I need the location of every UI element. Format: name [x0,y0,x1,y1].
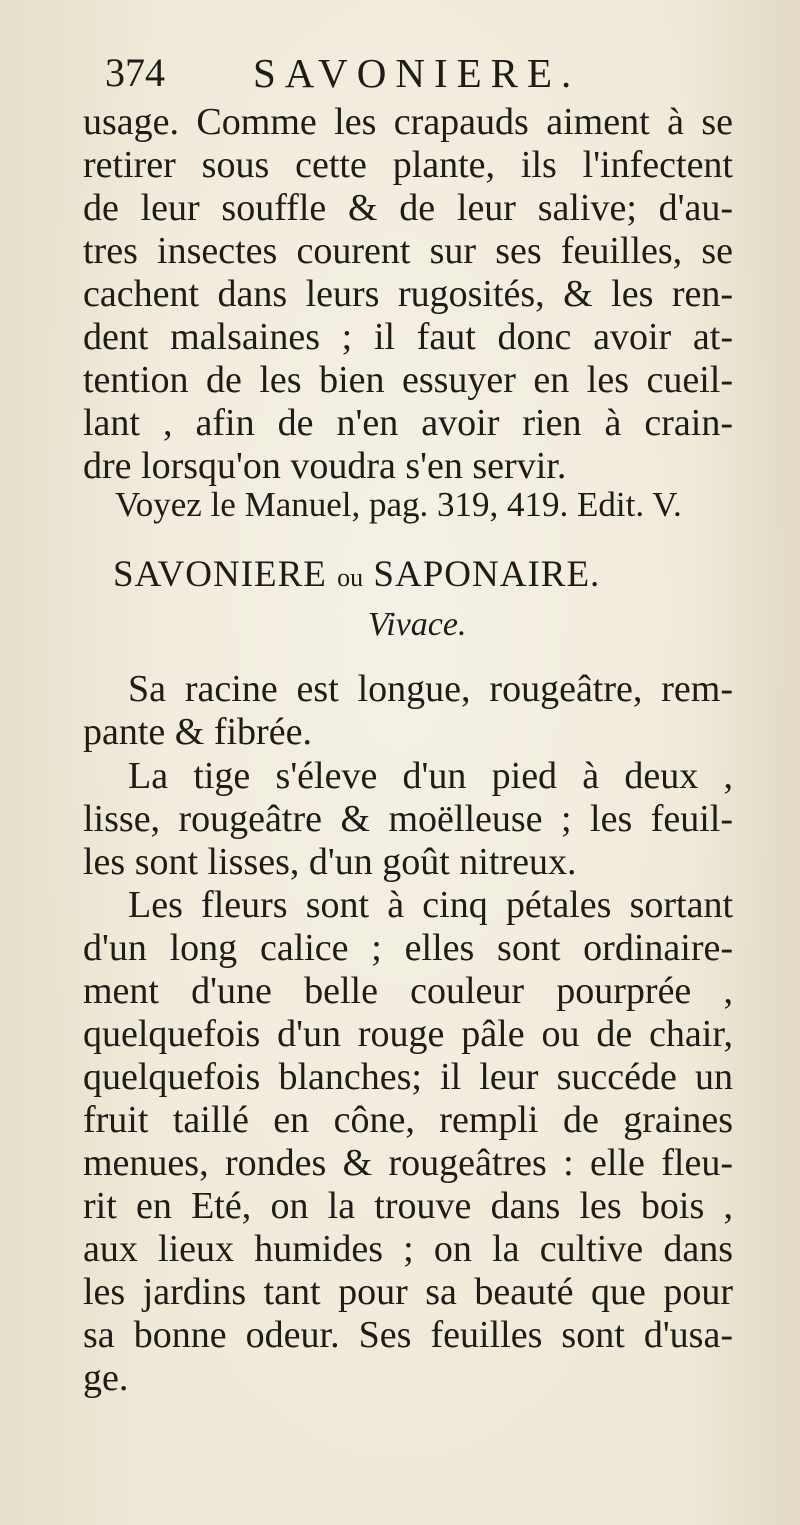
entry-heading [113,553,600,600]
text-line: de leur souffle & de leur salive; d'au- [83,187,733,229]
text-line: les sont lisses, d'un goût nitreux. [83,841,577,883]
manual-reference: Voyez le Manuel, pag. 319, 419. Edit. V. [115,485,682,524]
text-line: retirer sous cette plante, ils l'infectent [83,144,733,186]
text-line: tres insectes courent sur ses feuilles, se [83,230,733,272]
running-title: SAVONIERE. [253,50,581,96]
text-line: lant , afin de n'en avoir rien à crain- [83,402,733,444]
text-line: quelquefois d'un rouge pâle ou de chair, [83,1013,733,1055]
page-number: 374 [105,50,165,95]
text-line: usage. Comme les crapauds aiment à se [83,101,733,143]
text-line: fruit taillé en cône, rempli de graines [83,1099,733,1141]
text-line: ge. [83,1357,129,1399]
running-header [105,45,725,105]
text-line: dent malsaines ; il faut donc avoir at- [83,316,733,358]
heading-name-2: SAPONAIRE. [373,554,601,595]
text-line: d'un long calice ; elles sont ordinaire- [83,927,733,969]
text-line: Les fleurs sont à cinq pétales sortant [128,884,733,926]
text-line: sa bonne odeur. Ses feuilles sont d'usa- [83,1314,733,1356]
entry-subheading: Vivace. [368,606,467,643]
text-line: rit en Eté, on la trouve dans les bois , [83,1185,733,1227]
text-line: Sa racine est longue, rougeâtre, rem- [128,668,733,710]
text-line: dre lorsqu'on voudra s'en servir. [83,445,567,487]
text-line: menues, rondes & rougeâtres : elle fleu- [83,1142,733,1184]
text-line: les jardins tant pour sa beauté que pour [83,1271,733,1313]
text-line: cachent dans leurs rugosités, & les ren- [83,273,733,315]
text-line: pante & fibrée. [83,711,312,753]
text-line: ment d'une belle couleur pourprée , [83,970,733,1012]
text-line: quelquefois blanches; il leur succéde un [83,1056,733,1098]
text-line: tention de les bien essuyer en les cueil- [83,359,733,401]
heading-name-1: SAVONIERE [113,554,327,595]
heading-connector: ou [337,563,364,592]
text-line: La tige s'éleve d'un pied à deux , [128,755,733,797]
text-line: aux lieux humides ; on la cultive dans [83,1228,733,1270]
text-line: lisse, rougeâtre & moëlleuse ; les feuil- [83,798,733,840]
